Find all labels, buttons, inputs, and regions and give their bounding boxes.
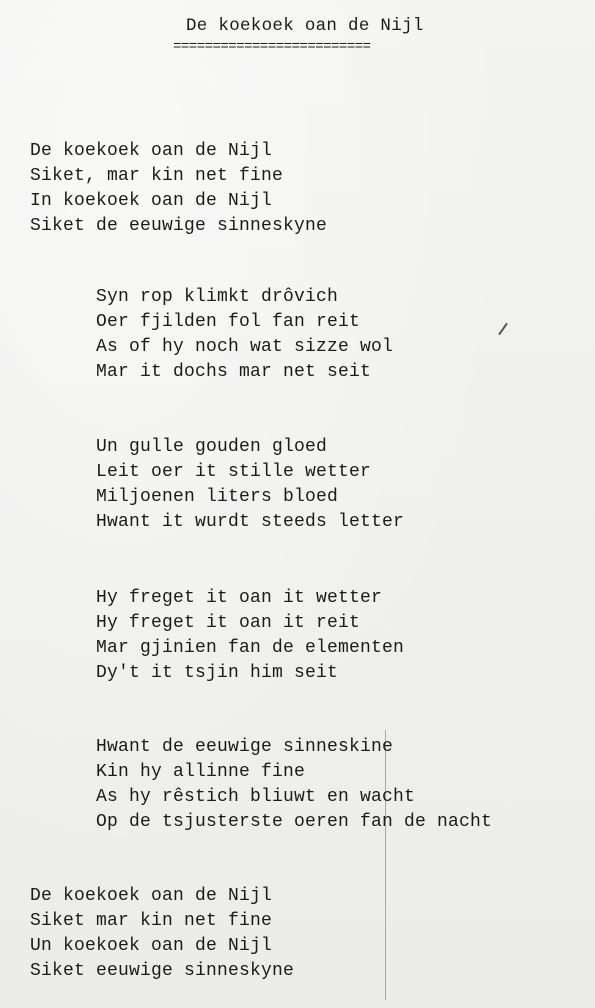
poem-line: Hwant de eeuwige sinneskine [96,737,394,757]
poem-line: Un gulle gouden gloed [96,437,328,457]
stanza-6 [30,884,294,984]
poem-line: Miljoenen liters bloed [96,487,339,507]
stanza-2 [96,285,393,385]
poem-line: Un koekoek oan de Nijl [30,936,273,956]
poem-line: Dy't it tsjin him seit [96,663,339,683]
stanza-3 [96,435,404,535]
stanza-5 [96,735,492,835]
poem-line: Mar it dochs mar net seit [96,362,372,382]
stanza-4 [96,586,404,686]
paper-fold-line [385,730,386,1000]
poem-line: De koekoek oan de Nijl [30,141,273,161]
poem-line: Siket eeuwige sinneskyne [30,961,295,981]
poem-line: Leit oer it stille wetter [96,462,372,482]
poem-line: Siket de eeuwige sinneskyne [30,216,328,236]
poem-line: Hy freget it oan it reit [96,613,361,633]
title-underline: ========================= [173,39,371,55]
stanza-1 [30,139,327,239]
poem-line: Hwant it wurdt steeds letter [96,512,405,532]
poem-line: Siket, mar kin net fine [30,166,284,186]
poem-line: Mar gjinien fan de elementen [96,638,405,658]
ink-speck [498,323,508,336]
poem-line: Op de tsjusterste oeren fan de nacht [96,812,493,832]
poem-title: De koekoek oan de Nijl [186,16,424,36]
poem-line: Kin hy allinne fine [96,762,306,782]
poem-line: In koekoek oan de Nijl [30,191,273,211]
poem-line: Hy freget it oan it wetter [96,588,383,608]
poem-line: Oer fjilden fol fan reit [96,312,361,332]
poem-line: De koekoek oan de Nijl [30,886,273,906]
poem-line: Siket mar kin net fine [30,911,273,931]
poem-line: Syn rop klimkt drôvich [96,287,339,307]
poem-line: As hy rêstich bliuwt en wacht [96,787,416,807]
poem-line: As of hy noch wat sizze wol [96,337,394,357]
